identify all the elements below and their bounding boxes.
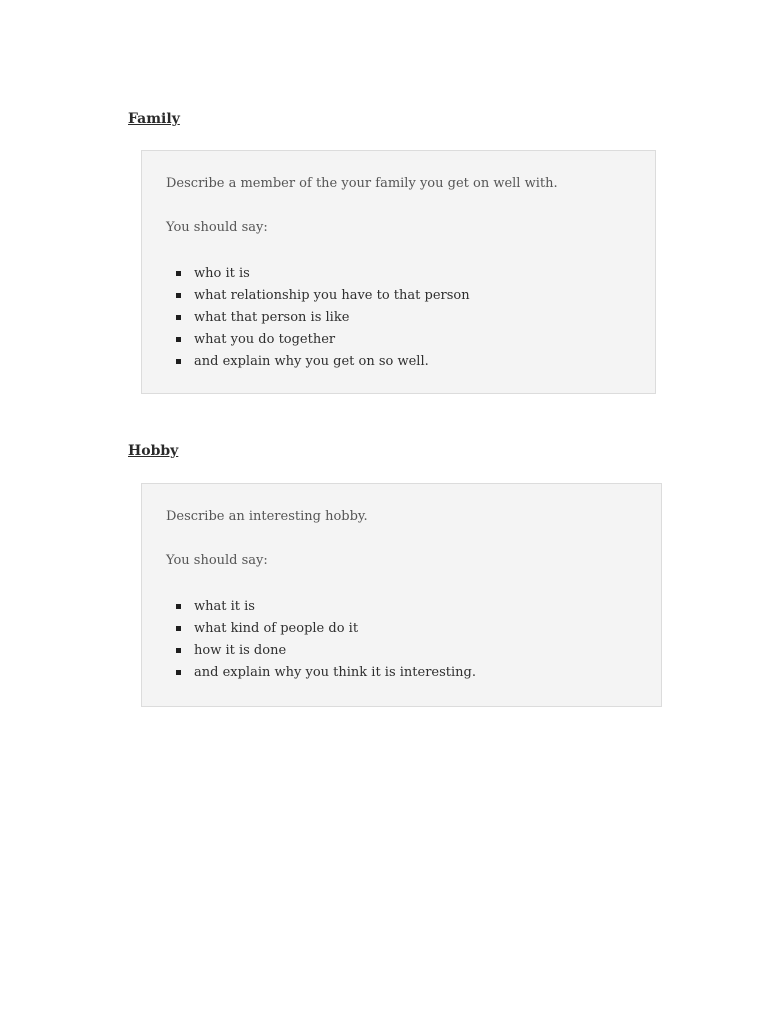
list-item-text: who it is — [194, 266, 250, 281]
list-item-text: what it is — [194, 599, 255, 614]
square-bullet-icon — [176, 271, 181, 276]
list-item — [166, 596, 637, 618]
hobby-prompt-text: Describe an interesting hobby. — [166, 509, 368, 524]
family-prompt-box — [141, 150, 656, 394]
square-bullet-icon — [176, 648, 181, 653]
list-item — [166, 307, 631, 329]
square-bullet-icon — [176, 315, 181, 320]
list-item — [166, 329, 631, 351]
list-item-text: what relationship you have to that person — [194, 288, 470, 303]
family-instruction: You should say: — [166, 220, 268, 235]
hobby-heading: Hobby — [128, 443, 179, 459]
hobby-prompt-box — [141, 483, 662, 707]
list-item — [166, 640, 637, 662]
list-item-text: what that person is like — [194, 310, 350, 325]
list-item — [166, 263, 631, 285]
list-item — [166, 662, 637, 684]
hobby-points-list — [166, 596, 637, 684]
family-heading: Family — [128, 111, 180, 127]
list-item-text: what you do together — [194, 332, 336, 347]
list-item-text: and explain why you think it is interesting. — [194, 665, 476, 680]
square-bullet-icon — [176, 604, 181, 609]
hobby-instruction: You should say: — [166, 553, 268, 568]
list-item — [166, 351, 631, 373]
list-item-text: what kind of people do it — [194, 621, 359, 636]
list-item-text: and explain why you get on so well. — [194, 354, 429, 369]
square-bullet-icon — [176, 670, 181, 675]
square-bullet-icon — [176, 626, 181, 631]
list-item — [166, 285, 631, 307]
square-bullet-icon — [176, 293, 181, 298]
list-item — [166, 618, 637, 640]
square-bullet-icon — [176, 337, 181, 342]
list-item-text: how it is done — [194, 643, 287, 658]
family-points-list — [166, 263, 631, 373]
family-prompt-text: Describe a member of the your family you get on well with. — [166, 176, 558, 191]
square-bullet-icon — [176, 359, 181, 364]
